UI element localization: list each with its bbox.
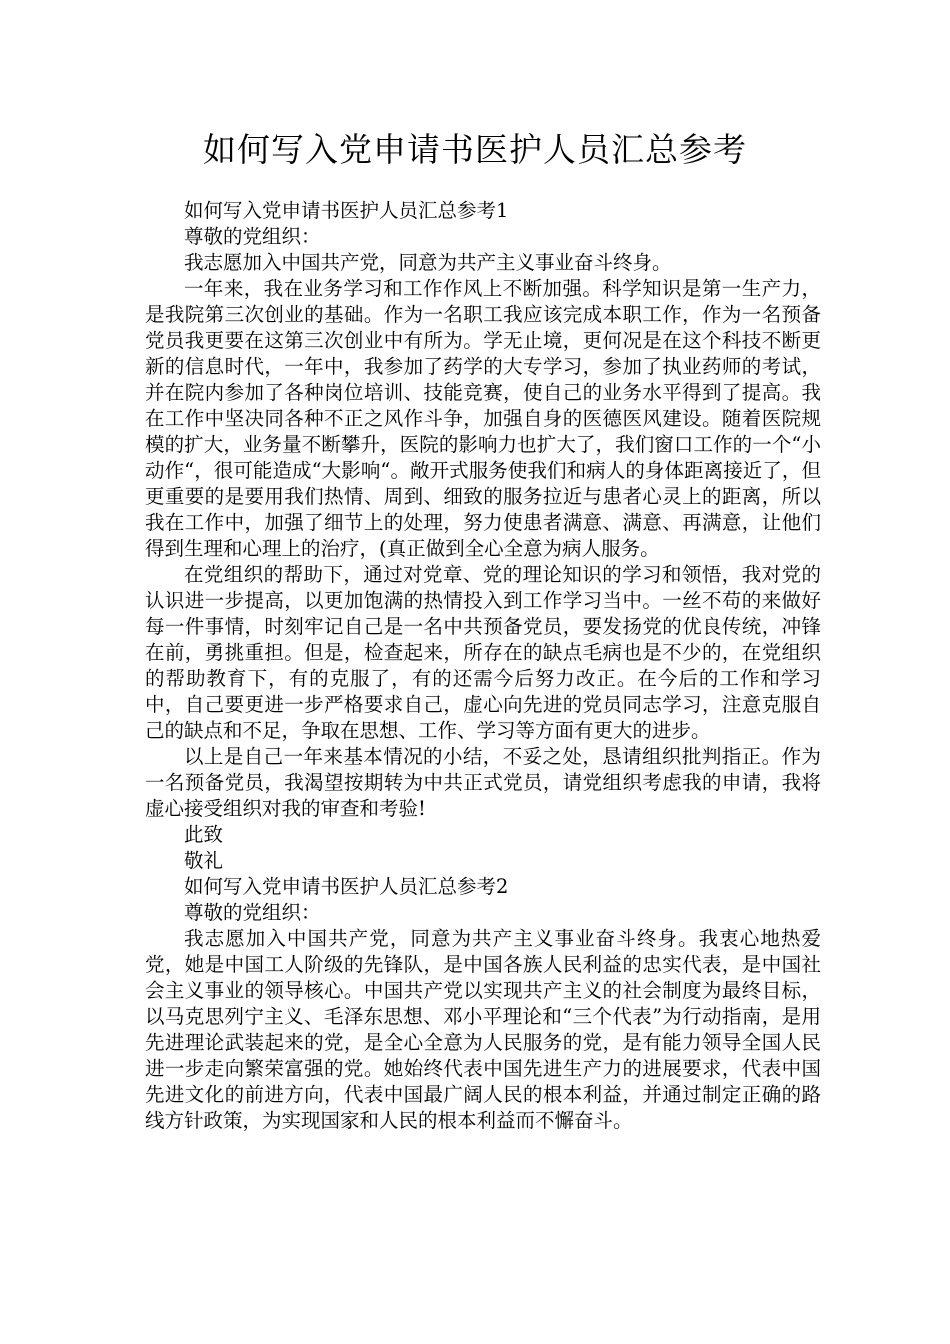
body-paragraph: 我志愿加入中国共产党，同意为共产主义事业奋斗终身。我衷心地热爱党，她是中国工人阶级的先锋队，是中国各族人民利益的忠实代表，是中国社会主义事业的领导核心。中国共产党以实现共产主义的社会制度为最终目标，以马克思列宁主义、毛泽东思想、邓小平理论和“三个代表”为行动指南，是用先进理论武装起来的党，是全心全意为人民服务的党，是有能力领导全国人民进一步走向繁荣富强的党。她始终代表中国先进生产力的进展要求，代表中国先进文化的前进方向，代表中国最广阔人民的根本利益，并通过制定正确的路线方针政策，为实现国家和人民的根本利益而不懈奋斗。 xyxy=(145,927,821,1132)
salutation: 尊敬的党组织： xyxy=(184,225,321,248)
section-heading-2: 如何写入党申请书医护人员汇总参考2 xyxy=(184,875,509,898)
document-body xyxy=(145,198,821,1134)
closing-line: 敬礼 xyxy=(184,849,224,872)
closing-line: 此致 xyxy=(184,823,224,846)
document-title: 如何写入党申请书医护人员汇总参考 xyxy=(203,130,747,169)
body-paragraph: 以上是自己一年来基本情况的小结，不妥之处，恳请组织批判指正。作为一名预备党员，我渴望按期转为中共正式党员，请党组织考虑我的申请，我将虚心接受组织对我的审查和考验! xyxy=(145,745,821,820)
salutation: 尊敬的党组织： xyxy=(184,901,321,924)
body-paragraph: 在党组织的帮助下，通过对党章、党的理论知识的学习和领悟，我对党的认识进一步提高，以更加饱满的热情投入到工作学习当中。一丝不苟的来做好每一件事情，时刻牢记自己是一名中共预备党员，要发扬党的优良传统，冲锋在前，勇挑重担。但是，检查起来，所存在的缺点毛病也是不少的，在党组织的帮助教育下，有的克服了，有的还需今后努力改正。在今后的工作和学习中，自己要更进一步严格要求自己，虚心向先进的党员同志学习，注意克服自己的缺点和不足，争取在思想、工作、学习等方面有更大的进步。 xyxy=(145,563,821,742)
body-paragraph: 一年来，我在业务学习和工作作风上不断加强。科学知识是第一生产力，是我院第三次创业的基础。作为一名职工我应该完成本职工作，作为一名预备党员我更要在这第三次创业中有所为。学无止境，更何况是在这个科技不断更新的信息时代，一年中，我参加了药学的大专学习，参加了执业药师的考试，并在院内参加了各种岗位培训、技能竞赛，使自己的业务水平得到了提高。我在工作中坚决同各种不正之风作斗争，加强自身的医德医风建设。随着医院规模的扩大，业务量不断攀升，医院的影响力也扩大了，我们窗口工作的一个“小动作“，很可能造成“大影响“。敞开式服务使我们和病人的身体距离接近了，但更重要的是要用我们热情、周到、细致的服务拉近与患者心灵上的距离，所以我在工作中，加强了细节上的处理，努力使患者满意、满意、再满意，让他们得到生理和心理上的治疗，(真正做到全心全意为病人服务。 xyxy=(145,277,821,560)
section-heading-1: 如何写入党申请书医护人员汇总参考1 xyxy=(184,199,509,222)
body-paragraph: 我志愿加入中国共产党，同意为共产主义事业奋斗终身。 xyxy=(184,251,672,274)
